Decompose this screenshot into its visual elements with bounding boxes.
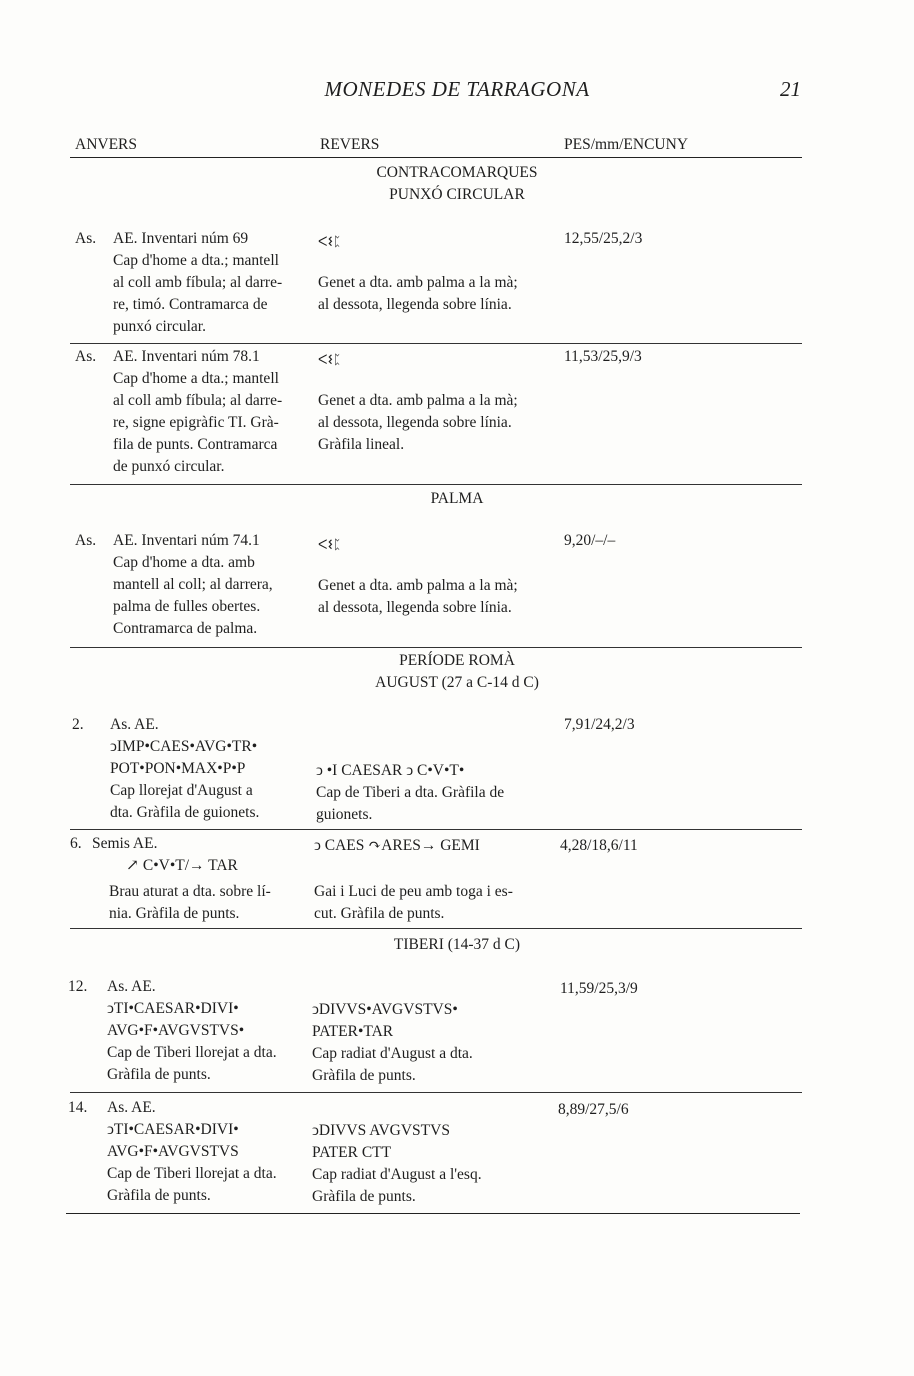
column-header-pes: PES/mm/ENCUNY [564, 136, 689, 153]
anvers-line: re, timó. Contramarca de [113, 296, 268, 313]
row-rule [70, 343, 802, 344]
entry-number: 12. [68, 978, 88, 995]
anvers-line: AE. Inventari núm 69 [113, 230, 249, 247]
section-palma [0, 488, 914, 510]
revers-description [312, 999, 473, 1087]
revers-line: al dessota, llegenda sobre línia. [318, 296, 512, 313]
revers-line: Cap de Tiberi a dta. Gràfila de [316, 784, 505, 801]
revers-line: Gràfila de punts. [312, 1067, 416, 1084]
anvers-line: re, signe epigràfic TI. Grà- [113, 414, 279, 431]
revers-line: Gràfila lineal. [318, 436, 405, 453]
revers-description [312, 1120, 482, 1208]
section-subtitle: PUNXÓ CIRCULAR [389, 186, 525, 203]
anvers-line: Semis AE. [92, 835, 158, 852]
row-rule [70, 1092, 802, 1093]
iberian-legend: ᐸ𐌔ᛈ [318, 353, 342, 368]
revers-legend: PATER•TAR [312, 1023, 394, 1040]
revers-line: al dessota, llegenda sobre línia. [318, 414, 512, 431]
section-title: PALMA [430, 490, 484, 507]
anvers-description [113, 346, 306, 478]
anvers-line: Cap de Tiberi llorejat a dta. [107, 1165, 277, 1182]
anvers-line: Contramarca de palma. [113, 620, 258, 637]
revers-description [318, 232, 518, 316]
anvers-line: Cap llorejat d'August a [110, 782, 253, 799]
entry-number: As. [75, 348, 97, 365]
section-tiberi [0, 934, 914, 956]
row-rule [70, 647, 802, 648]
revers-description [316, 760, 504, 826]
anvers-line: fila de punts. Contramarca [113, 436, 278, 453]
anvers-line: Cap d'home a dta. amb [113, 554, 255, 571]
anvers-legend: AVG•F•AVGVSTVS• [107, 1022, 245, 1039]
section-title: TIBERI (14-37 d C) [393, 936, 521, 953]
anvers-line: de punxó circular. [113, 458, 225, 475]
revers-legend: ↄ CAES ↷ARES→ GEMI [314, 837, 480, 854]
revers-description [318, 350, 518, 456]
revers-line: Gai i Luci de peu amb toga i es- [314, 883, 513, 900]
anvers-line: AE. Inventari núm 78.1 [113, 348, 260, 365]
entry-number: 6. [70, 835, 82, 852]
revers-line: Genet a dta. amb palma a la mà; [318, 577, 518, 594]
running-title: MONEDES DE TARRAGONA [324, 77, 590, 101]
revers-legend: ↄ •I CAESAR ↄ C•V•T• [316, 762, 465, 779]
anvers-line: Cap de Tiberi llorejat a dta. [107, 1044, 277, 1061]
iberian-legend: ᐸ𐌔ᛈ [318, 235, 342, 250]
anvers-line: As. AE. [110, 716, 159, 733]
revers-line: al dessota, llegenda sobre línia. [318, 599, 512, 616]
revers-legend: ↄDIVVS AVGVSTVS [312, 1122, 450, 1139]
row-rule [70, 829, 802, 830]
revers-line: guionets. [316, 806, 373, 823]
anvers-description [113, 530, 306, 640]
revers-line: Cap radiat d'August a dta. [312, 1045, 473, 1062]
anvers-line: Cap d'home a dta.; mantell [113, 370, 279, 387]
section-contramarques [0, 162, 914, 206]
row-rule [70, 928, 802, 929]
section-title: CONTRACOMARQUES [376, 164, 538, 181]
anvers-legend: ↗ C•V•T/→ TAR [126, 857, 238, 874]
row-rule [70, 484, 802, 485]
anvers-line: Gràfila de punts. [107, 1187, 211, 1204]
entry-number: As. [75, 532, 97, 549]
anvers-line: dta. Gràfila de guionets. [110, 804, 260, 821]
entry-number: 14. [68, 1099, 88, 1116]
anvers-line: al coll amb fíbula; al darre- [113, 392, 283, 409]
anvers-description [107, 976, 307, 1086]
anvers-legend: POT•PON•MAX•P•P [110, 760, 246, 777]
bottom-rule [66, 1213, 800, 1214]
header-rule [70, 157, 802, 158]
pes-value: 12,55/25,2/3 [564, 230, 643, 247]
anvers-legend: ↄTI•CAESAR•DIVI• [107, 1000, 239, 1017]
anvers-description [110, 714, 306, 824]
pes-value: 4,28/18,6/11 [560, 837, 638, 854]
revers-line: Cap radiat d'August a l'esq. [312, 1166, 482, 1183]
anvers-description [107, 1097, 307, 1207]
anvers-line: al coll amb fíbula; al darre- [113, 274, 283, 291]
anvers-line: nia. Gràfila de punts. [109, 905, 240, 922]
anvers-description [113, 228, 306, 338]
pes-value: 7,91/24,2/3 [564, 716, 635, 733]
revers-line: cut. Gràfila de punts. [314, 905, 445, 922]
page-number: 21 [780, 77, 801, 101]
anvers-line: Gràfila de punts. [107, 1066, 211, 1083]
iberian-legend: ᐸ𐌔ᛈ [318, 538, 342, 553]
anvers-line: punxó circular. [113, 318, 206, 335]
anvers-legend: ↄIMP•CAES•AVG•TR• [110, 738, 258, 755]
revers-description [314, 835, 513, 925]
entry-number: As. [75, 230, 97, 247]
section-title: PERÍODE ROMÀ [399, 652, 515, 669]
anvers-legend: ↄTI•CAESAR•DIVI• [107, 1121, 239, 1138]
revers-legend: PATER CTT [312, 1144, 392, 1161]
anvers-line: Brau aturat a dta. sobre lí- [109, 883, 271, 900]
anvers-line: As. AE. [107, 1099, 156, 1116]
anvers-line: palma de fulles obertes. [113, 598, 261, 615]
revers-description [318, 535, 518, 619]
anvers-line: As. AE. [107, 978, 156, 995]
pes-value: 11,59/25,3/9 [560, 980, 638, 997]
pes-value: 9,20/–/– [564, 532, 616, 549]
pes-value: 8,89/27,5/6 [558, 1101, 629, 1118]
anvers-description [92, 833, 306, 925]
revers-legend: ↄDIVVS•AVGVSTVS• [312, 1001, 458, 1018]
entry-number: 2. [72, 716, 84, 733]
section-subtitle: AUGUST (27 a C-14 d C) [375, 674, 539, 691]
column-header-revers: REVERS [320, 136, 380, 153]
section-periode-roma [0, 650, 914, 694]
revers-line: Genet a dta. amb palma a la mà; [318, 274, 518, 291]
anvers-legend: AVG•F•AVGVSTVS [107, 1143, 239, 1160]
revers-line: Genet a dta. amb palma a la mà; [318, 392, 518, 409]
anvers-line: AE. Inventari núm 74.1 [113, 532, 260, 549]
anvers-line: Cap d'home a dta.; mantell [113, 252, 279, 269]
column-header-anvers: ANVERS [75, 136, 138, 153]
revers-line: Gràfila de punts. [312, 1188, 416, 1205]
pes-value: 11,53/25,9/3 [564, 348, 642, 365]
anvers-line: mantell al coll; al darrera, [113, 576, 273, 593]
